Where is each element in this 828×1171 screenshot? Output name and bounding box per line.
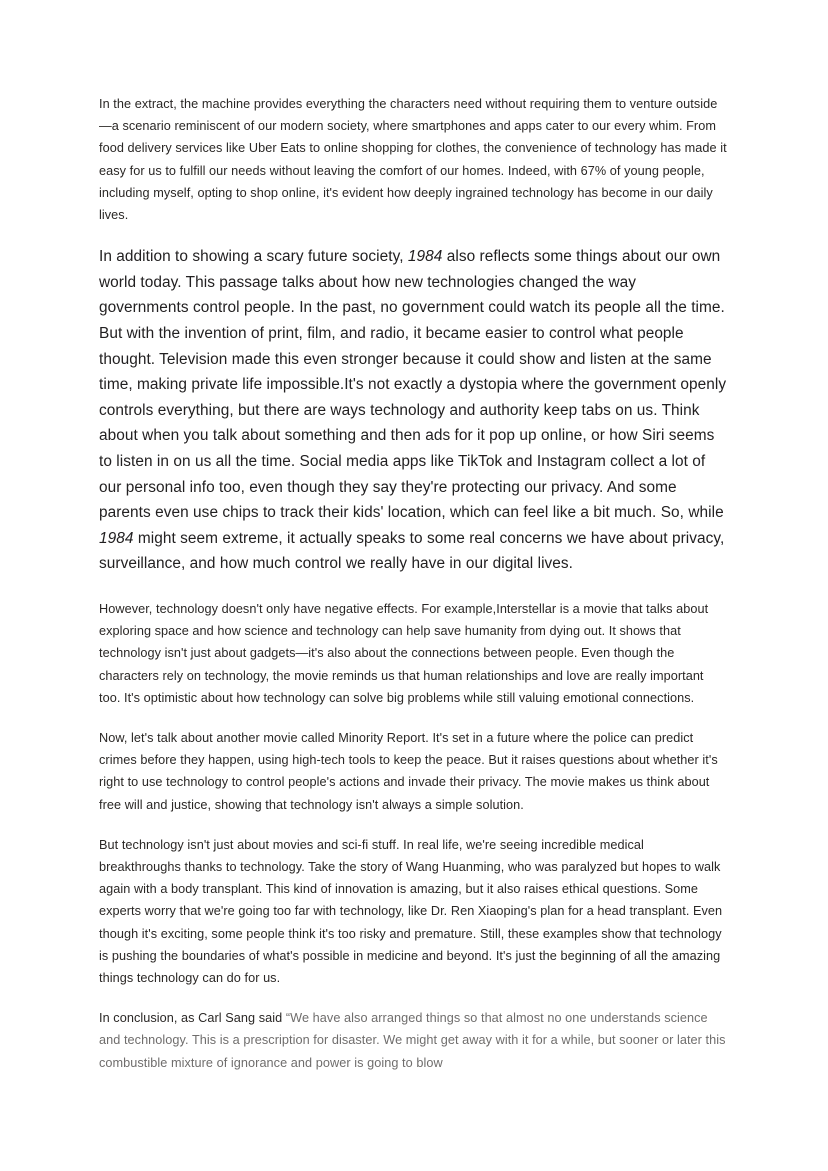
- conclusion-lead-in: In conclusion, as Carl Sang said: [99, 1011, 286, 1026]
- document-text-body: [99, 93, 728, 1074]
- paragraph-interstellar: However, technology doesn't only have negative effects. For example,Interstellar is a movie that talks about exploring space and how science and technology can help save humanity from dying out. It shows that technology isn't just about gadgets—it's also about the connections between people. Even though the characters rely on technology, the movie reminds us that human relationships and love are really important too. It's optimistic about how technology can solve big problems while still valuing emotional connections.: [99, 601, 709, 705]
- paragraph-1984-reflection: [99, 244, 728, 577]
- text-segment: also reflects some things about our own world today. This passage talks about how new technologies changed the way governments control people. In the past, no government could watch its people all the time. But with the invention of print, film, and radio, it became easier to control what people thought. Television made this even stronger because it could show and listen at the same time, making private life impossible.It's not exactly a dystopia where the government openly controls everything, but there are ways technology and authority keep tabs on us. Think about when you talk about something and then ads for it pop up online, or how Siri seems to listen in on us all the time. Social media apps like TikTok and Instagram collect a lot of our personal info too, even though they say they're protecting our privacy. And some parents even use chips to track their kids' location, which can feel like a bit much. So, while: [99, 248, 727, 522]
- paragraph-minority-report: Now, let's talk about another movie called Minority Report. It's set in a future where the police can predict crimes before they happen, using high-tech tools to keep the peace. But it raises questions about whether it's right to use technology to control people's actions and invade their privacy. The movie makes us think about free will and justice, showing that technology isn't always a simple solution.: [99, 730, 718, 812]
- book-title-1984-first: 1984: [407, 248, 443, 266]
- conclusion-quotation: “We have also arranged things so that almost no one understands science and technology. This is a prescription for disaster. We might get away with it for a while, but sooner or later this combustible mixture of ignorance and power is going to blow: [99, 1011, 726, 1070]
- text-segment: In addition to showing a scary future society,: [99, 248, 408, 266]
- paragraph-conclusion: [99, 1007, 728, 1074]
- book-title-1984-second: 1984: [99, 529, 134, 547]
- text-segment: might seem extreme, it actually speaks to some real concerns we have about privacy, surveillance, and how much control we really have in our digital lives.: [99, 529, 725, 573]
- paragraph-medical-breakthroughs: But technology isn't just about movies and sci-fi stuff. In real life, we're seeing incredible medical breakthroughs thanks to technology. Take the story of Wang Huanming, who was paralyzed but hopes to walk again with a body transplant. This kind of innovation is amazing, but it also raises ethical questions. Some experts worry that we're going too far with technology, like Dr. Ren Xiaoping's plan for a head transplant. Even though it's exciting, some people think it's too risky and premature. Still, these examples show that technology is pushing the boundaries of what's possible in medicine and beyond. It's just the beginning of all the amazing things technology can do for us.: [99, 837, 723, 985]
- paragraph-extract-machine: In the extract, the machine provides everything the characters need without requiring them to venture outside—a scenario reminiscent of our modern society, where smartphones and apps cater to our every whim. From food delivery services like Uber Eats to online shopping for clothes, the convenience of technology has made it easy for us to fulfill our needs without leaving the comfort of our homes. Indeed, with 67% of young people, including myself, opting to shop online, it's evident how deeply ingrained technology has become in our daily lives.: [99, 97, 727, 223]
